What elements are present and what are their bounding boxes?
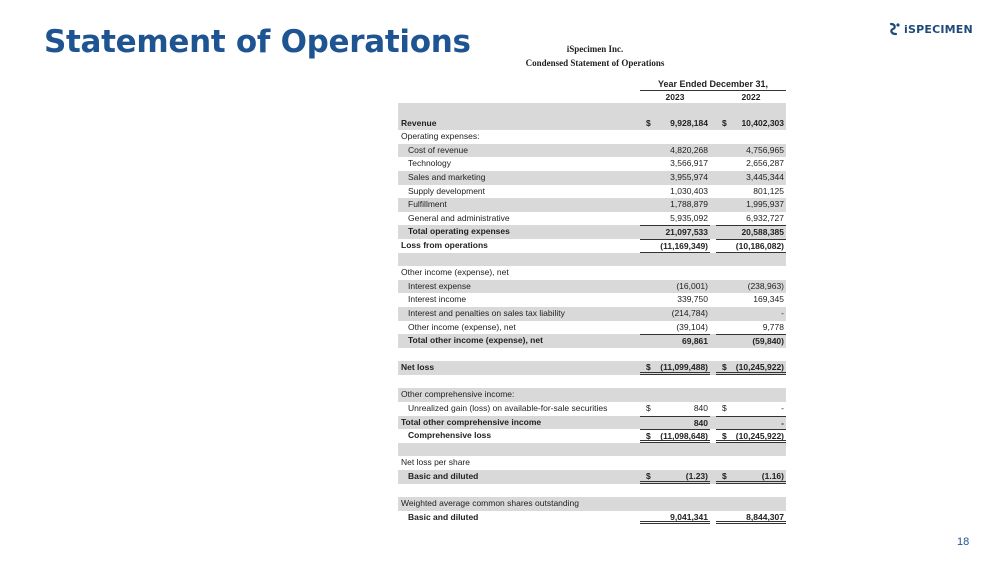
currency-symbol: $ bbox=[646, 117, 651, 128]
row-label: Total other comprehensive income bbox=[401, 416, 542, 427]
table-row bbox=[398, 212, 786, 226]
row-label: Sales and marketing bbox=[408, 171, 486, 182]
currency-symbol: $ bbox=[646, 403, 651, 414]
value-2022-cell bbox=[716, 225, 786, 239]
row-label: Net loss per share bbox=[401, 457, 470, 468]
row-label: Basic and diluted bbox=[408, 511, 479, 522]
value-2023-cell bbox=[640, 293, 710, 307]
year-2023-header: 2023 bbox=[665, 92, 685, 102]
value-2022-cell bbox=[716, 280, 786, 294]
row-label: Interest expense bbox=[408, 280, 471, 291]
value-2022-cell bbox=[716, 307, 786, 321]
value-2023-cell bbox=[640, 307, 710, 321]
amount: (10,186,082) bbox=[735, 240, 784, 251]
row-label: Revenue bbox=[401, 117, 437, 128]
value-2023-cell bbox=[640, 239, 710, 253]
value-2023-cell bbox=[640, 144, 710, 158]
amount: 1,995,937 bbox=[746, 199, 784, 210]
amount: (11,169,349) bbox=[660, 240, 708, 251]
currency-symbol: $ bbox=[722, 362, 727, 373]
table-row bbox=[398, 157, 786, 171]
period-underline bbox=[640, 90, 786, 91]
amount: (1.23) bbox=[685, 471, 708, 482]
amount: 10,402,303 bbox=[741, 117, 784, 128]
row-label: Weighted average common shares outstanding bbox=[401, 498, 579, 509]
amount: 3,566,917 bbox=[670, 158, 708, 169]
amount: (10,245,922) bbox=[735, 431, 784, 442]
table-row bbox=[398, 280, 786, 294]
amount: 169,345 bbox=[753, 294, 784, 305]
table-row bbox=[398, 225, 786, 239]
amount: 2,656,287 bbox=[746, 158, 784, 169]
table-row bbox=[398, 239, 786, 253]
table-row bbox=[398, 361, 786, 375]
value-2023-cell bbox=[640, 198, 710, 212]
table-row bbox=[398, 117, 786, 131]
value-2022-cell bbox=[716, 416, 786, 430]
value-2022-cell bbox=[716, 239, 786, 253]
table-row bbox=[398, 484, 786, 498]
value-2023-cell bbox=[640, 429, 710, 443]
table-row bbox=[398, 307, 786, 321]
amount: (39,104) bbox=[676, 321, 708, 332]
table-row bbox=[398, 348, 786, 362]
amount: 840 bbox=[693, 403, 708, 414]
table-row bbox=[398, 130, 786, 144]
table-row bbox=[398, 321, 786, 335]
table-row bbox=[398, 266, 786, 280]
table-row bbox=[398, 171, 786, 185]
value-2022-cell bbox=[716, 321, 786, 335]
row-label: Other income (expense), net bbox=[408, 321, 516, 332]
value-2022-cell bbox=[716, 470, 786, 484]
table-row bbox=[398, 198, 786, 212]
currency-symbol: $ bbox=[646, 362, 651, 373]
table-row bbox=[398, 293, 786, 307]
amount: 8,844,307 bbox=[746, 511, 784, 522]
row-label: Other income (expense), net bbox=[401, 267, 509, 278]
currency-symbol: $ bbox=[722, 117, 727, 128]
value-2023-cell bbox=[640, 416, 710, 430]
currency-symbol: $ bbox=[722, 471, 727, 482]
value-2022-cell bbox=[716, 198, 786, 212]
table-row bbox=[398, 103, 786, 117]
value-2023-cell bbox=[640, 470, 710, 484]
amount: 9,778 bbox=[762, 321, 784, 332]
amount: 21,097,533 bbox=[665, 227, 708, 238]
row-label: Interest and penalties on sales tax liability bbox=[408, 307, 565, 318]
value-2022-cell bbox=[716, 402, 786, 416]
table-row bbox=[398, 470, 786, 484]
amount: 3,955,974 bbox=[670, 171, 708, 182]
specimen-logo-icon bbox=[888, 22, 901, 37]
value-2023-cell bbox=[640, 402, 710, 416]
row-label: Total other income (expense), net bbox=[408, 335, 543, 346]
value-2023-cell bbox=[640, 361, 710, 375]
row-label: Net loss bbox=[401, 362, 435, 373]
amount: 9,041,341 bbox=[670, 511, 708, 522]
amount: - bbox=[781, 417, 784, 428]
company-logo bbox=[888, 22, 973, 37]
logo-wordmark: iSPECIMEN bbox=[904, 23, 973, 36]
value-2023-cell bbox=[640, 157, 710, 171]
amount: (1.16) bbox=[761, 471, 784, 482]
statement-table bbox=[398, 103, 786, 524]
row-label: Total operating expenses bbox=[408, 226, 510, 237]
amount: 801,125 bbox=[753, 185, 784, 196]
currency-symbol: $ bbox=[646, 431, 651, 442]
amount: 20,588,385 bbox=[741, 227, 784, 238]
amount: 69,861 bbox=[682, 336, 708, 347]
value-2022-cell bbox=[716, 117, 786, 131]
row-label: Technology bbox=[408, 158, 452, 169]
value-2023-cell bbox=[640, 321, 710, 335]
period-header: Year Ended December 31, bbox=[657, 79, 769, 89]
value-2022-cell bbox=[716, 157, 786, 171]
amount: 6,932,727 bbox=[746, 212, 784, 223]
row-label: Comprehensive loss bbox=[408, 430, 492, 441]
amount: 4,820,268 bbox=[670, 144, 708, 155]
value-2022-cell bbox=[716, 361, 786, 375]
amount: 4,756,965 bbox=[746, 144, 784, 155]
value-2022-cell bbox=[716, 511, 786, 525]
table-row bbox=[398, 375, 786, 389]
row-label: Supply development bbox=[408, 185, 486, 196]
amount: (59,840) bbox=[752, 336, 784, 347]
amount: (11,098,648) bbox=[660, 431, 708, 442]
row-label: Interest income bbox=[408, 294, 467, 305]
value-2023-cell bbox=[640, 225, 710, 239]
amount: (10,245,922) bbox=[735, 362, 784, 373]
amount: 840 bbox=[693, 417, 708, 428]
value-2022-cell bbox=[716, 334, 786, 348]
table-row bbox=[398, 402, 786, 416]
amount: (238,963) bbox=[747, 280, 784, 291]
table-row bbox=[398, 511, 786, 525]
company-name: iSpecimen Inc. bbox=[566, 44, 624, 54]
amount: 1,030,403 bbox=[670, 185, 708, 196]
table-row bbox=[398, 334, 786, 348]
value-2022-cell bbox=[716, 171, 786, 185]
row-label: General and administrative bbox=[408, 212, 510, 223]
table-row bbox=[398, 144, 786, 158]
year-2022-header: 2022 bbox=[741, 92, 761, 102]
value-2023-cell bbox=[640, 171, 710, 185]
table-row bbox=[398, 443, 786, 457]
value-2022-cell bbox=[716, 144, 786, 158]
amount: 3,445,344 bbox=[746, 171, 784, 182]
amount: (214,784) bbox=[671, 307, 708, 318]
amount: 339,750 bbox=[677, 294, 708, 305]
currency-symbol: $ bbox=[646, 471, 651, 482]
table-row bbox=[398, 456, 786, 470]
amount: - bbox=[781, 403, 784, 414]
page-number: 18 bbox=[957, 536, 970, 548]
value-2023-cell bbox=[640, 511, 710, 525]
row-label: Loss from operations bbox=[401, 239, 488, 250]
amount: 9,928,184 bbox=[670, 117, 708, 128]
currency-symbol: $ bbox=[722, 431, 727, 442]
row-label: Fulfillment bbox=[408, 199, 447, 210]
value-2022-cell bbox=[716, 185, 786, 199]
value-2022-cell bbox=[716, 212, 786, 226]
value-2023-cell bbox=[640, 280, 710, 294]
table-row bbox=[398, 388, 786, 402]
value-2022-cell bbox=[716, 293, 786, 307]
amount: - bbox=[781, 307, 784, 318]
amount: 5,935,092 bbox=[670, 212, 708, 223]
value-2023-cell bbox=[640, 117, 710, 131]
row-label: Unrealized gain (loss) on available-for-sale securities bbox=[408, 403, 608, 414]
table-row bbox=[398, 253, 786, 267]
row-label: Operating expenses: bbox=[401, 131, 480, 142]
amount: (16,001) bbox=[676, 280, 708, 291]
value-2023-cell bbox=[640, 212, 710, 226]
amount: 1,788,879 bbox=[670, 199, 708, 210]
statement-subtitle: Condensed Statement of Operations bbox=[525, 58, 665, 68]
table-row bbox=[398, 416, 786, 430]
table-row bbox=[398, 497, 786, 511]
row-label: Other comprehensive income: bbox=[401, 389, 515, 400]
row-label: Cost of revenue bbox=[408, 144, 469, 155]
table-row bbox=[398, 185, 786, 199]
page-title: Statement of Operations bbox=[44, 24, 471, 60]
row-label: Basic and diluted bbox=[408, 471, 479, 482]
value-2023-cell bbox=[640, 334, 710, 348]
amount: (11,099,488) bbox=[660, 362, 708, 373]
table-row bbox=[398, 429, 786, 443]
value-2022-cell bbox=[716, 429, 786, 443]
currency-symbol: $ bbox=[722, 403, 727, 414]
value-2023-cell bbox=[640, 185, 710, 199]
